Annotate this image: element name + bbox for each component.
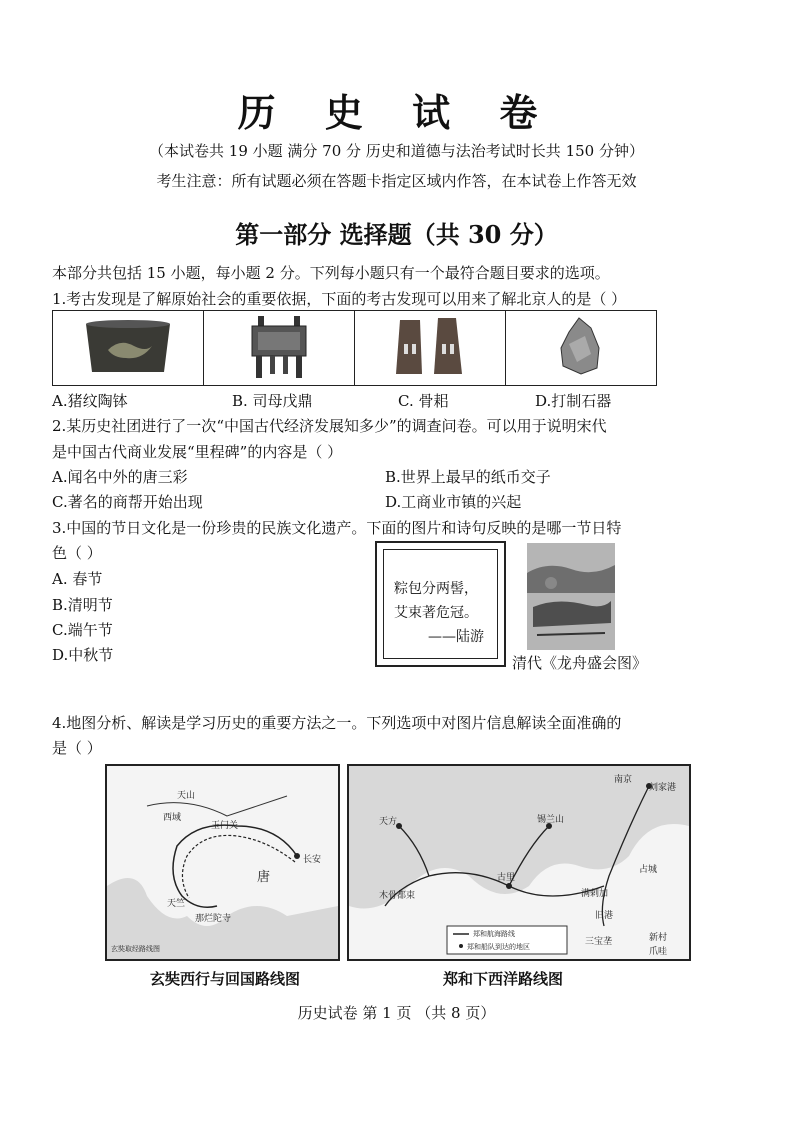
section-intro: 本部分共包括 15 小题，每小题 2 分。下列每小题只有一个最符合题目要求的选项。 [52, 264, 610, 282]
map2-label: 满剌加 [581, 889, 609, 899]
q1-option-d: D.打制石器 [535, 392, 612, 410]
xuanzang-route-map [105, 764, 340, 961]
poem-line-1: 粽包分两髻， [394, 581, 478, 597]
pottery-bowl-image [53, 311, 204, 386]
page-title: 历 史 试 卷 [237, 90, 556, 135]
bronze-ding-image [204, 311, 355, 386]
q1-option-b: B. 司母戊鼎 [232, 392, 313, 410]
poem-line-2: 艾束著危冠。 [394, 605, 478, 621]
painting-caption: 清代《龙舟盛会图》 [512, 654, 648, 672]
map1-label: 天竺 [167, 899, 186, 909]
q1-option-a: A.猪纹陶钵 [52, 392, 128, 410]
map1-label: 那烂陀寺 [195, 914, 232, 924]
map1-label: 长安 [303, 855, 322, 865]
map2-label: 南京 [614, 775, 633, 785]
map1-label: 西域 [163, 813, 182, 823]
map2-label: 刘家港 [649, 783, 677, 793]
exam-info: （本试卷共 19 小题 满分 70 分 历史和道德与法治考试时长共 150 分钟） [149, 142, 644, 160]
map2-label: 占城 [639, 865, 658, 875]
q3-option-a: A. 春节 [52, 570, 103, 588]
map2-label: 新村 [649, 933, 668, 943]
q2-option-b: B.世界上最早的纸币交子 [385, 468, 551, 486]
poem-author: ——陆游 [428, 629, 484, 645]
q1-stem: 1.考古发现是了解原始社会的重要依据，下面的考古发现可以用来了解北京人的是（ ） [52, 290, 627, 308]
map2-label: 爪哇 [649, 947, 668, 957]
map2-caption: 郑和下西洋路线图 [443, 970, 564, 988]
map1-label: 唐 [257, 870, 271, 885]
page-footer: 历史试卷 第 1 页 （共 8 页） [297, 1004, 496, 1022]
q3-option-c: C.端午节 [52, 621, 113, 639]
stone-tool-image [506, 311, 657, 386]
exam-notice: 考生注意：所有试题必须在答题卡指定区域内作答，在本试卷上作答无效 [156, 172, 637, 190]
q2-stem-line1: 2.某历史社团进行了一次“中国古代经济发展知多少”的调查问卷。可以用于说明宋代 [52, 417, 607, 435]
q3-option-b: B.清明节 [52, 596, 113, 614]
q1-image-table [52, 310, 657, 386]
map2-label: 天方 [379, 817, 398, 827]
section-title: 第一部分 选择题（共 30 分） [235, 220, 558, 249]
dragon-boat-painting-image [527, 543, 615, 650]
map1-caption: 玄奘西行与回国路线图 [150, 970, 301, 988]
map2-legend-route: 郑和航海路线 [473, 930, 515, 938]
q2-stem-line2: 是中国古代商业发展“里程碑”的内容是（ ） [52, 443, 343, 461]
map1-legend: 玄奘取经路线图 [111, 945, 160, 953]
q2-option-c: C.著名的商帮开始出现 [52, 493, 203, 511]
q2-option-d: D.工商业市镇的兴起 [385, 493, 522, 511]
map2-legend-places: 郑和船队到达的地区 [467, 943, 530, 951]
bone-spade-image [355, 311, 506, 386]
map2-label: 锡兰山 [537, 815, 565, 825]
poem-frame [375, 541, 506, 667]
map2-label: 三宝垄 [585, 937, 613, 947]
map2-label: 旧港 [595, 911, 614, 921]
map2-label: 木骨都束 [379, 891, 416, 901]
q4-stem-line2: 是（ ） [52, 739, 102, 757]
q4-stem-line1: 4.地图分析、解读是学习历史的重要方法之一。下列选项中对图片信息解读全面准确的 [52, 714, 622, 732]
q3-option-d: D.中秋节 [52, 646, 114, 664]
map2-label: 古里 [497, 873, 516, 883]
q3-stem-line1: 3.中国的节日文化是一份珍贵的民族文化遗产。下面的图片和诗句反映的是哪一节日特 [52, 519, 622, 537]
q3-stem-line2: 色（ ） [52, 544, 102, 562]
map1-label: 玉门关 [211, 821, 239, 831]
q2-option-a: A.闻名中外的唐三彩 [52, 468, 188, 486]
q1-option-c: C. 骨耜 [398, 392, 449, 410]
map1-label: 天山 [177, 791, 196, 801]
zhenghe-voyage-map [347, 764, 691, 961]
